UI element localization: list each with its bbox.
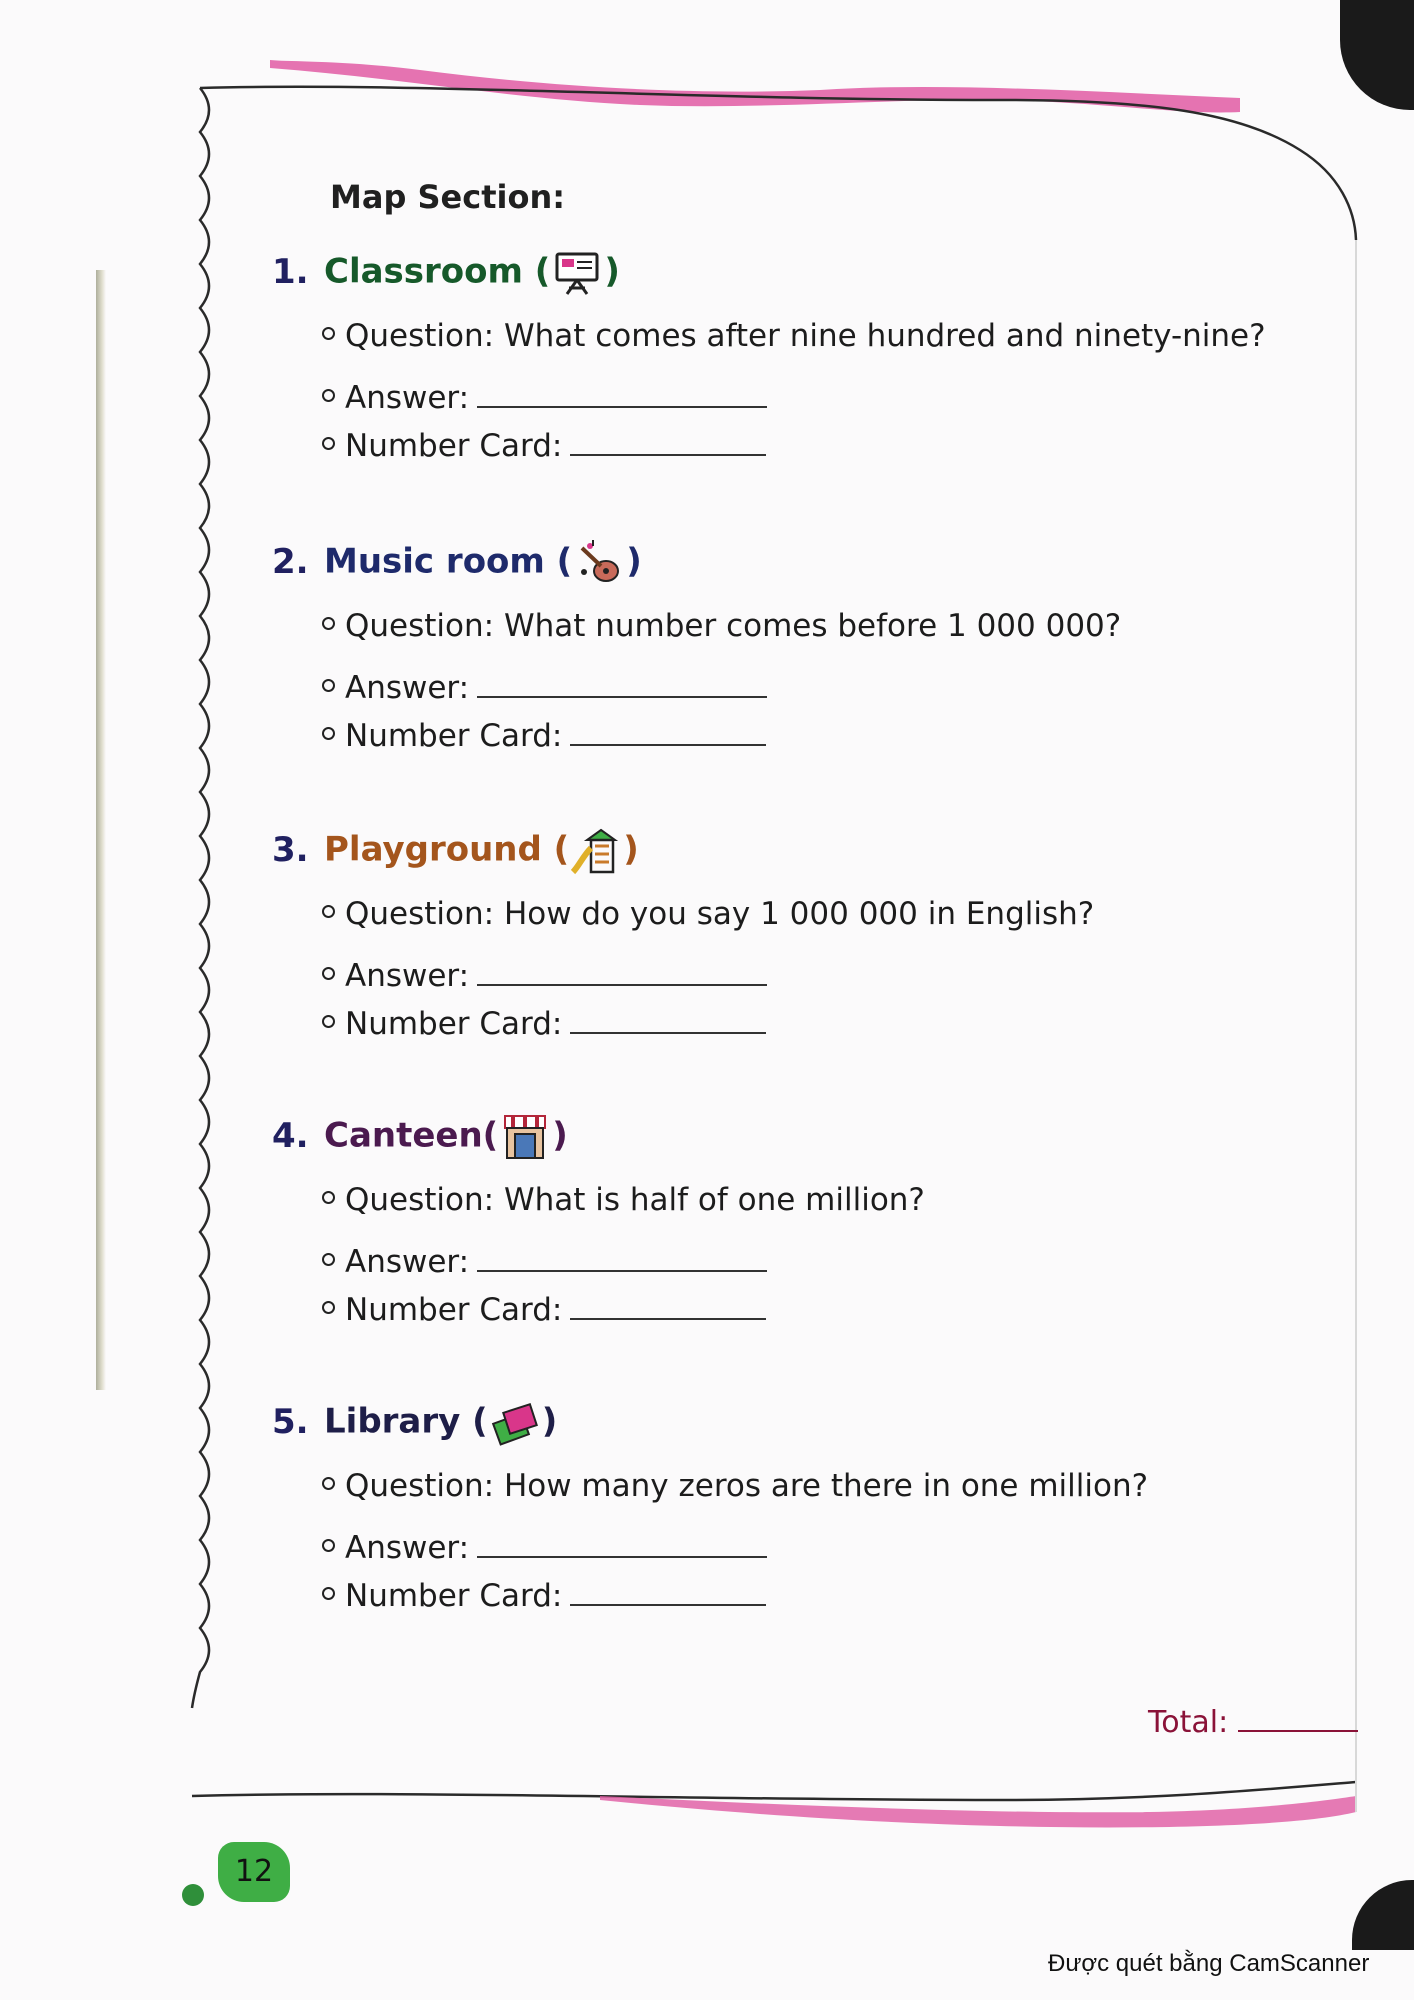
number-card-blank[interactable] bbox=[570, 453, 766, 456]
answer-row-1[interactable] bbox=[322, 380, 767, 416]
question-row-1 bbox=[322, 318, 1266, 354]
section-title-text: Playground ( bbox=[324, 829, 570, 870]
question-row-5 bbox=[322, 1468, 1148, 1504]
canteen-shop-icon bbox=[500, 1112, 550, 1162]
question-row-2 bbox=[322, 608, 1121, 644]
page-top-edge bbox=[200, 87, 1356, 240]
number-card-row-3[interactable] bbox=[322, 1006, 766, 1042]
question-row-3 bbox=[322, 896, 1094, 932]
page-number-badge: 12 bbox=[218, 1842, 290, 1902]
section-title-close: ) bbox=[623, 829, 639, 870]
section-number: 4. bbox=[272, 1115, 309, 1156]
answer-label: Answer: bbox=[345, 1244, 470, 1280]
answer-row-5[interactable] bbox=[322, 1530, 767, 1566]
question-label: Question: How many zeros are there in one million? bbox=[345, 1468, 1149, 1504]
number-card-label: Number Card: bbox=[345, 428, 563, 464]
answer-label: Answer: bbox=[345, 1530, 470, 1566]
bullet-icon bbox=[322, 727, 335, 740]
bullet-icon bbox=[322, 1015, 335, 1028]
answer-blank[interactable] bbox=[477, 1269, 767, 1272]
section-title-text: Classroom ( bbox=[324, 251, 551, 292]
section-title-close: ) bbox=[552, 1115, 568, 1156]
bullet-icon bbox=[322, 389, 335, 402]
answer-label: Answer: bbox=[345, 958, 470, 994]
bullet-icon bbox=[322, 437, 335, 450]
section-number: 2. bbox=[272, 541, 309, 582]
section-title-close: ) bbox=[541, 1401, 558, 1442]
number-card-row-5[interactable] bbox=[322, 1578, 766, 1614]
bullet-icon bbox=[322, 1253, 335, 1266]
bullet-icon bbox=[322, 1301, 335, 1314]
answer-label: Answer: bbox=[345, 380, 470, 416]
number-card-row-2[interactable] bbox=[322, 718, 766, 754]
question-label: Question: How do you say 1 000 000 in English? bbox=[345, 896, 1095, 932]
top-pink-band bbox=[270, 60, 1240, 112]
answer-row-2[interactable] bbox=[322, 670, 767, 706]
answer-row-3[interactable] bbox=[322, 958, 767, 994]
number-card-blank[interactable] bbox=[570, 1317, 766, 1320]
page-number-dot bbox=[182, 1884, 204, 1906]
total-label: Total: bbox=[1148, 1705, 1229, 1740]
section-title-3 bbox=[272, 826, 639, 876]
books-icon bbox=[490, 1398, 540, 1448]
section-title-close: ) bbox=[604, 251, 620, 292]
page-title: Map Section: bbox=[330, 178, 566, 216]
answer-blank[interactable] bbox=[477, 1555, 767, 1558]
bullet-icon bbox=[322, 1587, 335, 1600]
section-title-4 bbox=[272, 1112, 568, 1162]
number-card-label: Number Card: bbox=[345, 718, 563, 754]
answer-blank[interactable] bbox=[477, 983, 767, 986]
number-card-row-4[interactable] bbox=[322, 1292, 766, 1328]
number-card-label: Number Card: bbox=[345, 1006, 563, 1042]
bullet-icon bbox=[322, 1191, 335, 1204]
number-card-blank[interactable] bbox=[570, 1031, 766, 1034]
answer-blank[interactable] bbox=[477, 405, 767, 408]
total-blank[interactable] bbox=[1238, 1730, 1358, 1732]
number-card-label: Number Card: bbox=[345, 1578, 563, 1614]
section-title-1 bbox=[272, 248, 620, 298]
guitar-icon bbox=[574, 538, 624, 588]
bullet-icon bbox=[322, 905, 335, 918]
section-number: 1. bbox=[272, 251, 309, 292]
total-field[interactable] bbox=[1148, 1705, 1358, 1740]
section-title-text: Library ( bbox=[324, 1401, 488, 1442]
page-left-wavy-edge bbox=[192, 88, 209, 1708]
section-title-5 bbox=[272, 1398, 557, 1448]
number-card-label: Number Card: bbox=[345, 1292, 563, 1328]
question-label: Question: What comes after nine hundred and ninety-nine? bbox=[345, 318, 1266, 354]
section-title-text: Music room ( bbox=[324, 541, 573, 582]
section-title-text: Canteen( bbox=[324, 1115, 499, 1156]
number-card-blank[interactable] bbox=[570, 1603, 766, 1606]
classroom-board-icon bbox=[552, 248, 602, 298]
answer-blank[interactable] bbox=[477, 695, 767, 698]
answer-row-4[interactable] bbox=[322, 1244, 767, 1280]
question-label: Question: What is half of one million? bbox=[345, 1182, 925, 1218]
page-bottom-edge bbox=[192, 1782, 1356, 1800]
question-label: Question: What number comes before 1 000 000? bbox=[345, 608, 1122, 644]
bullet-icon bbox=[322, 1539, 335, 1552]
section-title-close: ) bbox=[626, 541, 642, 582]
answer-label: Answer: bbox=[345, 670, 470, 706]
bullet-icon bbox=[322, 967, 335, 980]
section-number: 5. bbox=[272, 1401, 309, 1442]
bullet-icon bbox=[322, 679, 335, 692]
bullet-icon bbox=[322, 617, 335, 630]
playground-slide-icon bbox=[571, 826, 621, 876]
number-card-blank[interactable] bbox=[570, 743, 766, 746]
scanner-footer: Được quét bằng CamScanner bbox=[1048, 1950, 1370, 1977]
bullet-icon bbox=[322, 327, 335, 340]
number-card-row-1[interactable] bbox=[322, 428, 766, 464]
section-number: 3. bbox=[272, 829, 309, 870]
bullet-icon bbox=[322, 1477, 335, 1490]
section-title-2 bbox=[272, 538, 642, 588]
question-row-4 bbox=[322, 1182, 925, 1218]
